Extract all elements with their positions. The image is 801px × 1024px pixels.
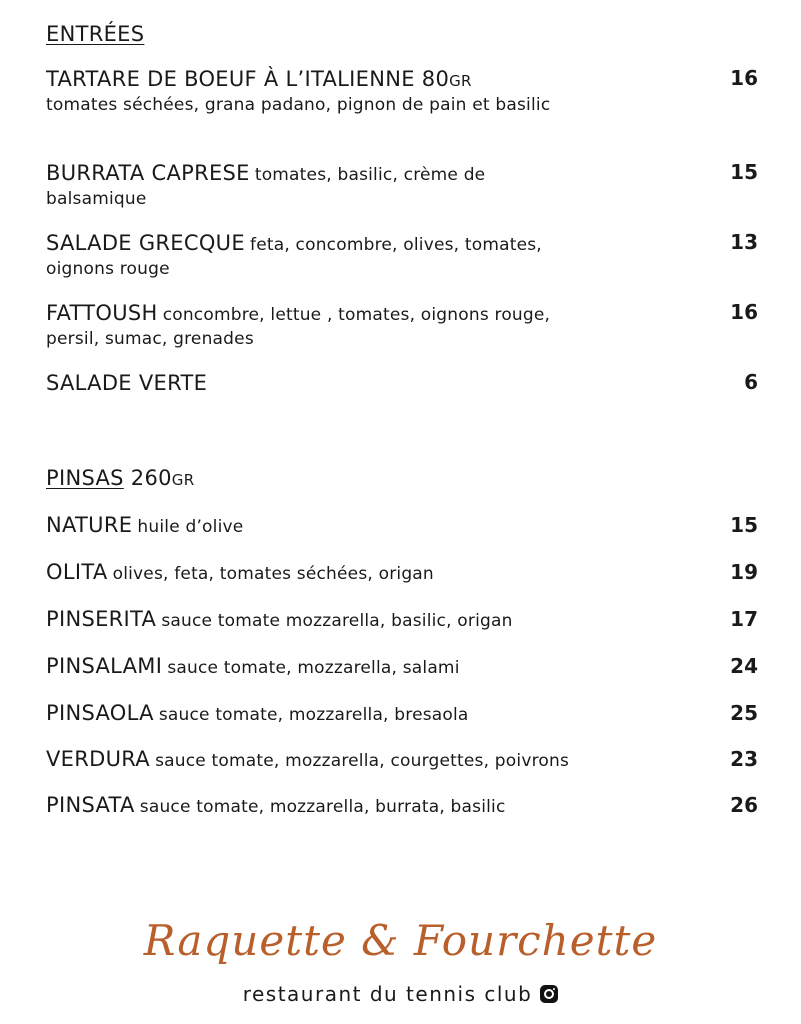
item-price: 6 <box>744 370 758 394</box>
item-name: PINSERITA <box>46 607 157 631</box>
menu-item <box>46 699 758 727</box>
item-desc: sauce tomate, mozzarella, courgettes, poivrons <box>155 751 570 771</box>
item-desc: concombre, lettue , tomates, oignons rouge, persil, sumac, grenades <box>46 305 551 349</box>
item-price: 16 <box>730 300 758 324</box>
subtitle-text: restaurant du tennis club <box>242 982 533 1006</box>
item-desc: sauce tomate, mozzarella, salami <box>167 658 460 678</box>
item-desc: sauce tomate, mozzarella, bresaola <box>158 705 469 725</box>
item-price: 15 <box>730 160 758 184</box>
menu-item <box>46 372 758 396</box>
item-name: TARTARE DE BOEUF À L’ITALIENNE 80 <box>46 67 450 91</box>
instagram-icon[interactable] <box>540 985 558 1003</box>
item-price: 19 <box>730 560 758 584</box>
item-name: PINSALAMI <box>46 654 163 678</box>
menu-item <box>46 605 758 633</box>
item-name: PINSAOLA <box>46 701 154 725</box>
item-desc: sauce tomate mozzarella, basilic, origan <box>161 611 513 631</box>
menu-item <box>46 558 758 586</box>
restaurant-subtitle <box>0 982 801 1006</box>
item-name: OLITA <box>46 560 108 584</box>
item-price: 15 <box>730 513 758 537</box>
item-name: VERDURA <box>46 747 150 771</box>
menu-item <box>46 511 758 539</box>
menu-item <box>46 162 758 211</box>
item-price: 17 <box>730 607 758 631</box>
item-price: 23 <box>730 747 758 771</box>
item-price: 25 <box>730 701 758 725</box>
section-title-entrees <box>46 22 144 46</box>
entrees-heading: ENTRÉES <box>46 22 145 46</box>
item-desc: sauce tomate, mozzarella, burrata, basilic <box>139 797 506 817</box>
item-price: 13 <box>730 230 758 254</box>
item-desc: tomates, basilic, crème de balsamique <box>46 165 486 209</box>
menu-item <box>46 791 758 819</box>
item-unit: GR <box>449 72 472 90</box>
menu-item <box>46 68 758 117</box>
menu-item <box>46 302 758 351</box>
menu-item <box>46 232 758 281</box>
item-price: 16 <box>730 66 758 90</box>
restaurant-logo: Raquette & Fourchette <box>143 916 658 965</box>
menu-item <box>46 652 758 680</box>
item-price: 26 <box>730 793 758 817</box>
item-name: SALADE GRECQUE <box>46 231 245 255</box>
pinsas-weight: 260 <box>130 466 172 490</box>
item-name: SALADE VERTE <box>46 371 208 395</box>
item-desc: olives, feta, tomates séchées, origan <box>112 564 434 584</box>
item-name: BURRATA CAPRESE <box>46 161 250 185</box>
item-name: PINSATA <box>46 793 135 817</box>
item-desc: tomates séchées, grana padano, pignon de pain et basilic <box>46 95 551 115</box>
item-desc: huile d’olive <box>137 517 244 537</box>
item-desc: feta, concombre, olives, tomates, oignons rouge <box>46 235 542 279</box>
item-name: FATTOUSH <box>46 301 158 325</box>
section-title-pinsas <box>46 466 194 490</box>
item-name: NATURE <box>46 513 133 537</box>
pinsas-unit: GR <box>171 471 195 489</box>
menu-item <box>46 745 758 773</box>
item-price: 24 <box>730 654 758 678</box>
pinsas-heading: PINSAS <box>46 466 124 490</box>
